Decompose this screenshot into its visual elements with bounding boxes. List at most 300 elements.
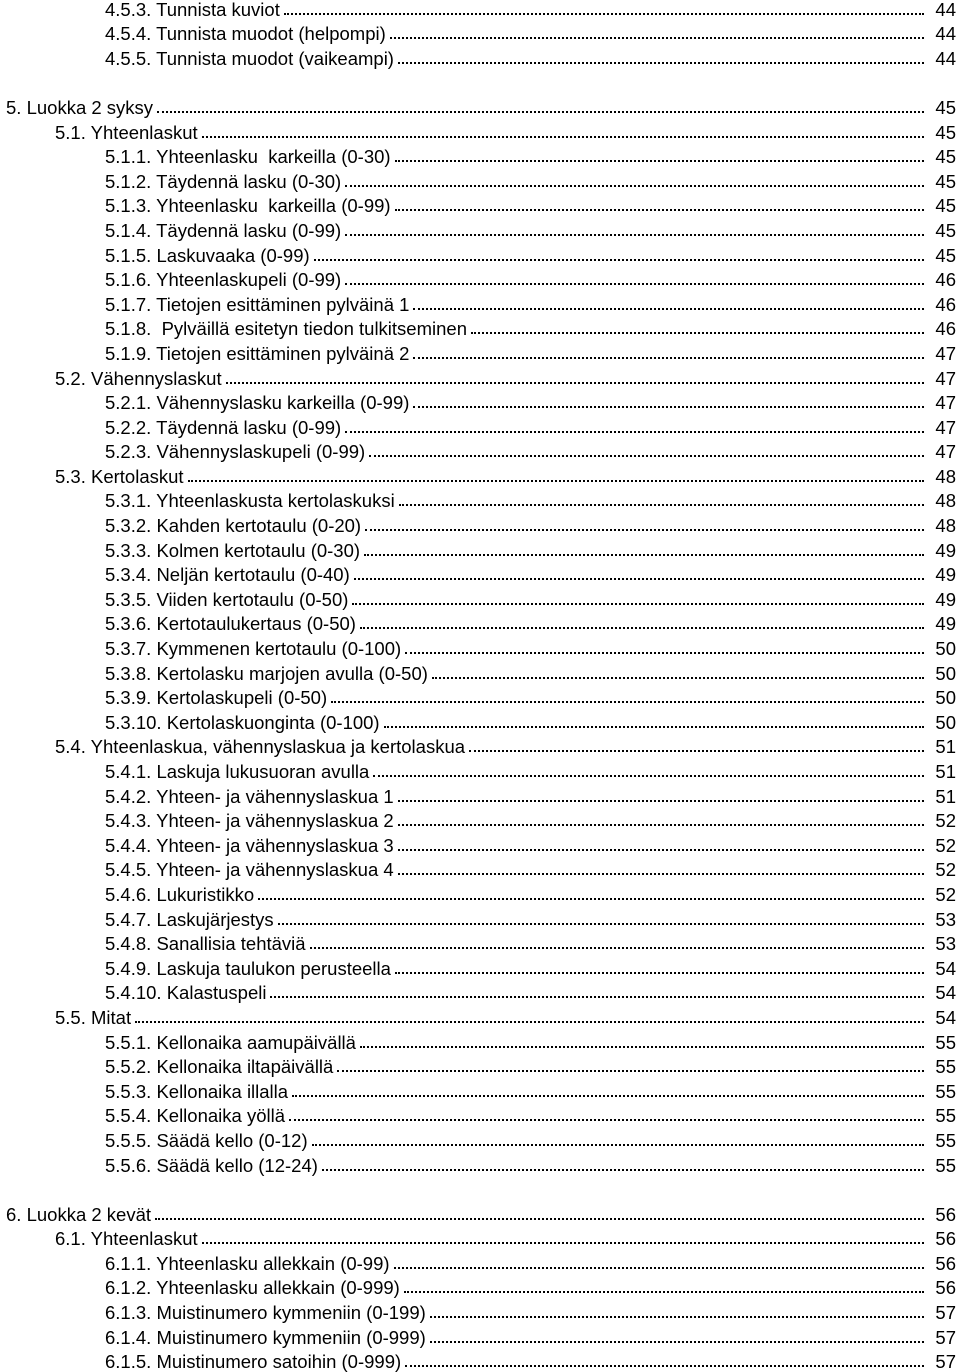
toc-entry-label	[0, 885, 258, 905]
toc-entry-number: 5.1.4.	[105, 219, 152, 241]
toc-entry[interactable]	[0, 1274, 960, 1299]
dot-leader	[360, 1046, 924, 1048]
toc-entry-title: Kellonaika illalla	[156, 1080, 289, 1102]
toc-entry[interactable]	[0, 1298, 960, 1323]
toc-entry-label	[0, 147, 395, 167]
toc-entry-label	[0, 295, 413, 315]
toc-entry-number: 5.	[6, 96, 22, 118]
toc-entry-number: 6.1.3.	[105, 1302, 152, 1324]
toc-entry-page-number: 50	[935, 687, 956, 709]
toc-entry-page-number: 55	[935, 1105, 956, 1127]
toc-entry[interactable]	[0, 413, 960, 438]
toc-entry[interactable]	[0, 0, 960, 20]
dot-leader	[322, 1169, 924, 1171]
toc-entry-label	[0, 123, 202, 143]
dot-leader	[202, 1242, 924, 1244]
toc-entry-number: 5.2.2.	[105, 416, 152, 438]
dot-leader	[398, 873, 924, 875]
toc-entry-page-number: 49	[935, 564, 956, 586]
dot-leader	[395, 972, 924, 974]
toc-entry-label	[0, 762, 373, 782]
toc-entry-number: 5.1.6.	[105, 269, 152, 291]
toc-entry-title: Yhteen- ja vähennyslaskua 3	[156, 834, 394, 856]
toc-entry-number: 5.5.3.	[105, 1080, 152, 1102]
toc-entry-number: 5.1.7.	[105, 293, 152, 315]
toc-entry-label	[0, 49, 398, 69]
toc-entry-title: Yhteen- ja vähennyslaskua 2	[156, 810, 394, 832]
toc-entry-number: 5.5.4.	[105, 1105, 152, 1127]
dot-leader	[369, 455, 924, 457]
toc-entry[interactable]	[0, 118, 960, 143]
toc-entry[interactable]	[0, 733, 960, 758]
dot-leader	[364, 554, 924, 556]
toc-entry-title: Lukuristikko	[156, 883, 255, 905]
dot-leader	[345, 234, 924, 236]
toc-entry[interactable]	[0, 930, 960, 955]
toc-entry[interactable]	[0, 979, 960, 1004]
dot-leader	[188, 480, 924, 482]
dot-leader	[352, 603, 924, 605]
toc-entry-number: 5.4.7.	[105, 908, 152, 930]
toc-entry[interactable]	[0, 511, 960, 536]
toc-entry-page-number: 50	[935, 662, 956, 684]
toc-entry-number: 5.3.8.	[105, 662, 152, 684]
toc-entry-label	[0, 196, 395, 216]
toc-entry[interactable]	[0, 610, 960, 635]
toc-entry[interactable]	[0, 708, 960, 733]
dot-leader	[360, 627, 924, 629]
dot-leader	[284, 13, 924, 15]
toc-entry-number: 5.3.1.	[105, 490, 152, 512]
dot-leader	[394, 1267, 924, 1269]
toc-entry[interactable]	[0, 1102, 960, 1127]
toc-entry[interactable]	[0, 1053, 960, 1078]
toc-entry-title: Yhteen- ja vähennyslaskua 1	[156, 785, 394, 807]
toc-entry[interactable]	[0, 1200, 960, 1225]
toc-entry-page-number: 48	[935, 515, 956, 537]
toc-entry-page-number: 55	[935, 1031, 956, 1053]
toc-entry-label	[0, 541, 364, 561]
toc-entry[interactable]	[0, 585, 960, 610]
toc-entry-title: Luokka 2 syksy	[26, 96, 154, 118]
toc-entry-page-number: 45	[935, 244, 956, 266]
toc-entry-page-number: 49	[935, 588, 956, 610]
toc-entry-page-number: 50	[935, 711, 956, 733]
toc-entry-page-number: 45	[935, 195, 956, 217]
dot-leader	[390, 37, 924, 39]
toc-entry-label	[0, 1278, 404, 1298]
toc-entry-page-number: 47	[935, 416, 956, 438]
toc-entry[interactable]	[0, 757, 960, 782]
toc-entry-page-number: 52	[935, 834, 956, 856]
toc-entry[interactable]	[0, 1077, 960, 1102]
toc-entry-title: Yhteenlaskut	[90, 1228, 198, 1250]
toc-entry-title: Tietojen esittäminen pylväinä 2	[156, 342, 410, 364]
toc-entry-label	[0, 0, 284, 20]
toc-entry-page-number: 53	[935, 933, 956, 955]
dot-leader	[135, 1021, 924, 1023]
toc-entry[interactable]	[0, 1028, 960, 1053]
toc-entry-title: Viiden kertotaulu (0-50)	[156, 588, 349, 610]
dot-leader	[373, 775, 924, 777]
toc-entry-number: 5.5.5.	[105, 1129, 152, 1151]
toc-entry-title: Vähennyslaskut	[91, 367, 222, 389]
toc-entry-number: 5.3.5.	[105, 588, 152, 610]
toc-entry-page-number: 56	[935, 1228, 956, 1250]
toc-entry-label	[0, 270, 345, 290]
dot-leader	[331, 701, 924, 703]
toc-entry-title: Säädä kello (0-12)	[156, 1129, 308, 1151]
toc-entry[interactable]	[0, 315, 960, 340]
toc-entry-title: Yhteenlaskua, vähennyslaskua ja kertolaskua	[90, 736, 466, 758]
toc-entry-number: 5.3.4.	[105, 564, 152, 586]
toc-entry[interactable]	[0, 880, 960, 905]
toc-entry-number: 5.4.4.	[105, 834, 152, 856]
toc-entry[interactable]	[0, 167, 960, 192]
toc-entry-label	[0, 983, 270, 1003]
dot-leader	[469, 750, 924, 752]
toc-entry-number: 5.4.2.	[105, 785, 152, 807]
toc-entry-title: Tunnista kuviot	[156, 0, 280, 20]
toc-entry-number: 5.3.6.	[105, 613, 152, 635]
toc-entry-label	[0, 713, 384, 733]
toc-entry-page-number: 51	[935, 736, 956, 758]
toc-entry[interactable]	[0, 561, 960, 586]
dot-leader	[157, 111, 924, 113]
toc-entry-label	[0, 811, 398, 831]
toc-entry-number: 6.	[6, 1203, 22, 1225]
toc-entry-number: 5.1.5.	[105, 244, 152, 266]
toc-entry-number: 5.1.8.	[105, 318, 152, 340]
toc-entry-title: Yhteenlasku allekkain (0-99)	[156, 1252, 390, 1274]
toc-entry[interactable]	[0, 1348, 960, 1372]
toc-entry-label	[0, 1303, 430, 1323]
toc-entry-page-number: 55	[935, 1080, 956, 1102]
toc-entry-title: Tunnista muodot (vaikeampi)	[156, 47, 394, 69]
toc-entry-title: Kertolaskut	[91, 465, 184, 487]
toc-entry-page-number: 55	[935, 1129, 956, 1151]
dot-leader	[202, 136, 924, 138]
toc-entry[interactable]	[0, 659, 960, 684]
toc-entry-title: Kertolasku marjojen avulla (0-50)	[156, 662, 428, 684]
toc-entry-title: Yhteenlasku karkeilla (0-30)	[156, 146, 391, 168]
toc-entry-page-number: 45	[935, 219, 956, 241]
toc-entry-title: Yhteenlasku allekkain (0-999)	[156, 1277, 400, 1299]
toc-entry-page-number: 56	[935, 1203, 956, 1225]
toc-entry-number: 6.1.5.	[105, 1351, 152, 1372]
toc-entry[interactable]	[0, 192, 960, 217]
toc-entry-number: 6.1.1.	[105, 1252, 152, 1274]
toc-entry[interactable]	[0, 487, 960, 512]
toc-entry-page-number: 46	[935, 318, 956, 340]
toc-entry-number: 4.5.3.	[105, 0, 152, 20]
dot-leader	[345, 185, 924, 187]
dot-leader	[398, 849, 924, 851]
toc-entry[interactable]	[0, 93, 960, 118]
toc-entry-page-number: 55	[935, 1154, 956, 1176]
dot-leader	[398, 824, 924, 826]
toc-entry-title: Laskuvaaka (0-99)	[156, 244, 310, 266]
toc-entry-page-number: 47	[935, 342, 956, 364]
toc-entry[interactable]	[0, 462, 960, 487]
dot-leader	[278, 923, 924, 925]
dot-leader	[398, 800, 924, 802]
toc-entry[interactable]	[0, 44, 960, 69]
toc-entry-label	[0, 1352, 405, 1372]
toc-entry-label	[0, 1205, 155, 1225]
toc-entry-label	[0, 1254, 394, 1274]
toc-entry-label	[0, 393, 413, 413]
dot-leader	[413, 308, 924, 310]
toc-entry-page-number: 54	[935, 1006, 956, 1028]
toc-entry-page-number: 44	[935, 47, 956, 69]
toc-entry-title: Pylväillä esitetyn tiedon tulkitseminen	[156, 318, 467, 340]
toc-entry-title: Kertolaskuonginta (0-100)	[166, 711, 380, 733]
dot-leader	[404, 1291, 924, 1293]
dot-leader	[270, 996, 924, 998]
toc-entry-title: Kalastuspeli	[166, 982, 267, 1004]
toc-entry-label	[0, 98, 157, 118]
toc-entry-title: Muistinumero satoihin (0-999)	[156, 1351, 402, 1372]
toc-entry-number: 5.5.1.	[105, 1031, 152, 1053]
dot-leader	[312, 1144, 924, 1146]
toc-entry-label	[0, 688, 331, 708]
toc-entry-page-number: 45	[935, 96, 956, 118]
toc-entry-number: 5.1.3.	[105, 195, 152, 217]
toc-entry-page-number: 50	[935, 638, 956, 660]
toc-entry-page-number: 44	[935, 0, 956, 20]
toc-entry-number: 5.1.2.	[105, 170, 152, 192]
dot-leader	[398, 62, 924, 64]
toc-entry-number: 5.3.10.	[105, 711, 162, 733]
toc-entry[interactable]	[0, 831, 960, 856]
toc-entry-title: Vähennyslaskupeli (0-99)	[156, 441, 366, 463]
toc-entry-page-number: 45	[935, 170, 956, 192]
dot-leader	[384, 726, 924, 728]
toc-entry-number: 5.4.9.	[105, 957, 152, 979]
dot-leader	[430, 1316, 924, 1318]
dot-leader	[405, 652, 924, 654]
toc-entry[interactable]	[0, 1003, 960, 1028]
toc-entry[interactable]	[0, 389, 960, 414]
toc-entry-title: Täydennä lasku (0-99)	[156, 416, 342, 438]
toc-entry-label	[0, 246, 314, 266]
dot-leader	[395, 209, 924, 211]
toc-entry-label	[0, 614, 360, 634]
toc-entry-number: 5.2.	[55, 367, 86, 389]
dot-leader	[310, 947, 924, 949]
toc-entry-page-number: 57	[935, 1326, 956, 1348]
toc-entry-label	[0, 639, 405, 659]
toc-entry[interactable]	[0, 290, 960, 315]
toc-entry-title: Yhteenlaskut	[90, 121, 198, 143]
toc-entry[interactable]	[0, 438, 960, 463]
toc-entry-title: Neljän kertotaulu (0-40)	[156, 564, 350, 586]
toc-entry-label	[0, 369, 226, 389]
toc-entry-title: Tietojen esittäminen pylväinä 1	[156, 293, 410, 315]
toc-entry[interactable]	[0, 536, 960, 561]
toc-entry-title: Täydennä lasku (0-30)	[156, 170, 342, 192]
toc-entry-page-number: 44	[935, 23, 956, 45]
toc-entry-page-number: 47	[935, 392, 956, 414]
toc-entry-label	[0, 442, 369, 462]
toc-entry-title: Kellonaika iltapäivällä	[156, 1056, 334, 1078]
toc-entry[interactable]	[0, 241, 960, 266]
dot-leader	[226, 382, 924, 384]
toc-entry-page-number: 45	[935, 146, 956, 168]
toc-entry-page-number: 57	[935, 1302, 956, 1324]
toc-entry-title: Kymmenen kertotaulu (0-100)	[156, 638, 402, 660]
toc-entry-number: 5.2.1.	[105, 392, 152, 414]
toc-entry-number: 4.5.5.	[105, 47, 152, 69]
toc-entry[interactable]	[0, 684, 960, 709]
toc-entry-label	[0, 172, 345, 192]
toc-entry-page-number: 48	[935, 465, 956, 487]
toc-entry-page-number: 56	[935, 1277, 956, 1299]
toc-entry-label	[0, 467, 188, 487]
toc-entry-label	[0, 418, 345, 438]
dot-leader	[471, 332, 924, 334]
toc-entry-title: Säädä kello (12-24)	[156, 1154, 318, 1176]
toc-entry[interactable]	[0, 1151, 960, 1176]
toc-entry-page-number: 46	[935, 293, 956, 315]
toc-entry-title: Laskuja taulukon perusteella	[156, 957, 391, 979]
toc-entry-title: Täydennä lasku (0-99)	[156, 219, 342, 241]
toc-entry[interactable]	[0, 266, 960, 291]
dot-leader	[399, 504, 924, 506]
dot-leader	[413, 406, 924, 408]
toc-entry-page-number: 54	[935, 957, 956, 979]
toc-entry[interactable]	[0, 807, 960, 832]
dot-leader	[365, 529, 924, 531]
toc-entry-page-number: 51	[935, 785, 956, 807]
dot-leader	[345, 283, 924, 285]
toc-entry-title: Vähennyslasku karkeilla (0-99)	[156, 392, 410, 414]
dot-leader	[432, 677, 924, 679]
toc-entry-title: Laskuja lukusuoran avulla	[156, 761, 370, 782]
toc-entry-number: 5.1.1.	[105, 146, 152, 168]
toc-entry-title: Kolmen kertotaulu (0-30)	[156, 539, 361, 561]
toc-entry-title: Laskujärjestys	[156, 908, 274, 930]
toc-entry-number: 6.1.4.	[105, 1326, 152, 1348]
toc-entry-page-number: 46	[935, 269, 956, 291]
toc-entry[interactable]	[0, 954, 960, 979]
toc-entry[interactable]	[0, 1323, 960, 1348]
toc-entry[interactable]	[0, 1225, 960, 1250]
toc-entry-page-number: 49	[935, 613, 956, 635]
toc-entry[interactable]	[0, 782, 960, 807]
toc-entry-title: Yhteenlasku karkeilla (0-99)	[156, 195, 391, 217]
dot-leader	[413, 357, 924, 359]
toc-entry-label	[0, 836, 398, 856]
dot-leader	[354, 578, 924, 580]
toc-entry-label	[0, 221, 345, 241]
toc-entry-label	[0, 344, 413, 364]
toc-entry-number: 5.5.	[55, 1006, 86, 1028]
toc-entry-title: Kellonaika yöllä	[156, 1105, 285, 1127]
toc-entry-number: 5.2.3.	[105, 441, 152, 463]
toc-entry[interactable]	[0, 364, 960, 389]
toc-entry-number: 5.1.	[55, 121, 86, 143]
dot-leader	[405, 1365, 924, 1367]
toc-entry[interactable]	[0, 856, 960, 881]
toc-entry-page-number: 52	[935, 810, 956, 832]
toc-entry-label	[0, 1229, 202, 1249]
toc-entry-page-number: 57	[935, 1351, 956, 1372]
toc-entry-number: 5.4.6.	[105, 883, 152, 905]
toc-entry-label	[0, 1082, 292, 1102]
dot-leader	[395, 160, 924, 162]
toc-entry-label	[0, 910, 278, 930]
toc-entry[interactable]	[0, 143, 960, 168]
toc-entry-label	[0, 1131, 312, 1151]
toc-entry-title: Mitat	[91, 1006, 132, 1028]
toc-entry-page-number: 52	[935, 859, 956, 881]
toc-entry-title: Kahden kertotaulu (0-20)	[156, 515, 362, 537]
toc-entry-number: 5.4.8.	[105, 933, 152, 955]
toc-entry-number: 5.4.3.	[105, 810, 152, 832]
toc-entry-label	[0, 787, 398, 807]
toc-entry-page-number: 56	[935, 1252, 956, 1274]
toc-entry-label	[0, 1156, 322, 1176]
toc-entry-label	[0, 1106, 289, 1126]
dot-leader	[337, 1070, 924, 1072]
toc-entry-title: Yhteen- ja vähennyslaskua 4	[156, 859, 394, 881]
toc-entry-number: 5.3.7.	[105, 638, 152, 660]
toc-entry-label	[0, 1033, 360, 1053]
toc-entry-page-number: 52	[935, 883, 956, 905]
toc-entry-number: 5.3.2.	[105, 515, 152, 537]
toc-entry[interactable]	[0, 216, 960, 241]
toc-entry-title: Yhteenlaskupeli (0-99)	[156, 269, 342, 291]
toc-entry-title: Kertolaskupeli (0-50)	[156, 687, 328, 709]
toc-entry[interactable]	[0, 339, 960, 364]
toc-entry[interactable]	[0, 634, 960, 659]
toc-entry-page-number: 45	[935, 121, 956, 143]
dot-leader	[292, 1095, 924, 1097]
toc-entry-title: Luokka 2 kevät	[26, 1203, 152, 1225]
toc-entry-number: 5.4.1.	[105, 761, 152, 782]
toc-entry-number: 4.5.4.	[105, 23, 152, 45]
toc-entry-title: Kellonaika aamupäivällä	[156, 1031, 356, 1053]
toc-entry-page-number: 55	[935, 1056, 956, 1078]
toc-entry[interactable]	[0, 905, 960, 930]
toc-entry-number: 6.1.2.	[105, 1277, 152, 1299]
toc-entry-label	[0, 737, 469, 757]
toc-entry-number: 5.4.10.	[105, 982, 162, 1004]
toc-entry-page-number: 48	[935, 490, 956, 512]
toc-entry-title: Muistinumero kymmeniin (0-199)	[156, 1302, 426, 1324]
toc-entry-label	[0, 664, 432, 684]
toc-entry-number: 5.3.	[55, 465, 86, 487]
toc-entry-label	[0, 24, 390, 44]
toc-entry[interactable]	[0, 1249, 960, 1274]
toc-entry-page-number: 47	[935, 367, 956, 389]
toc-entry-title: Kertotaulukertaus (0-50)	[156, 613, 356, 635]
toc-entry-page-number: 49	[935, 539, 956, 561]
toc-entry-number: 5.1.9.	[105, 342, 152, 364]
toc-entry-number: 5.4.5.	[105, 859, 152, 881]
dot-leader	[314, 259, 924, 261]
toc-entry-title: Tunnista muodot (helpompi)	[156, 23, 386, 45]
toc-entry-number: 5.5.6.	[105, 1154, 152, 1176]
toc-entry[interactable]	[0, 20, 960, 45]
toc-entry-label	[0, 1057, 337, 1077]
toc-entry-label	[0, 565, 354, 585]
toc-entry-label	[0, 959, 395, 979]
dot-leader	[258, 898, 924, 900]
toc-entry[interactable]	[0, 1126, 960, 1151]
